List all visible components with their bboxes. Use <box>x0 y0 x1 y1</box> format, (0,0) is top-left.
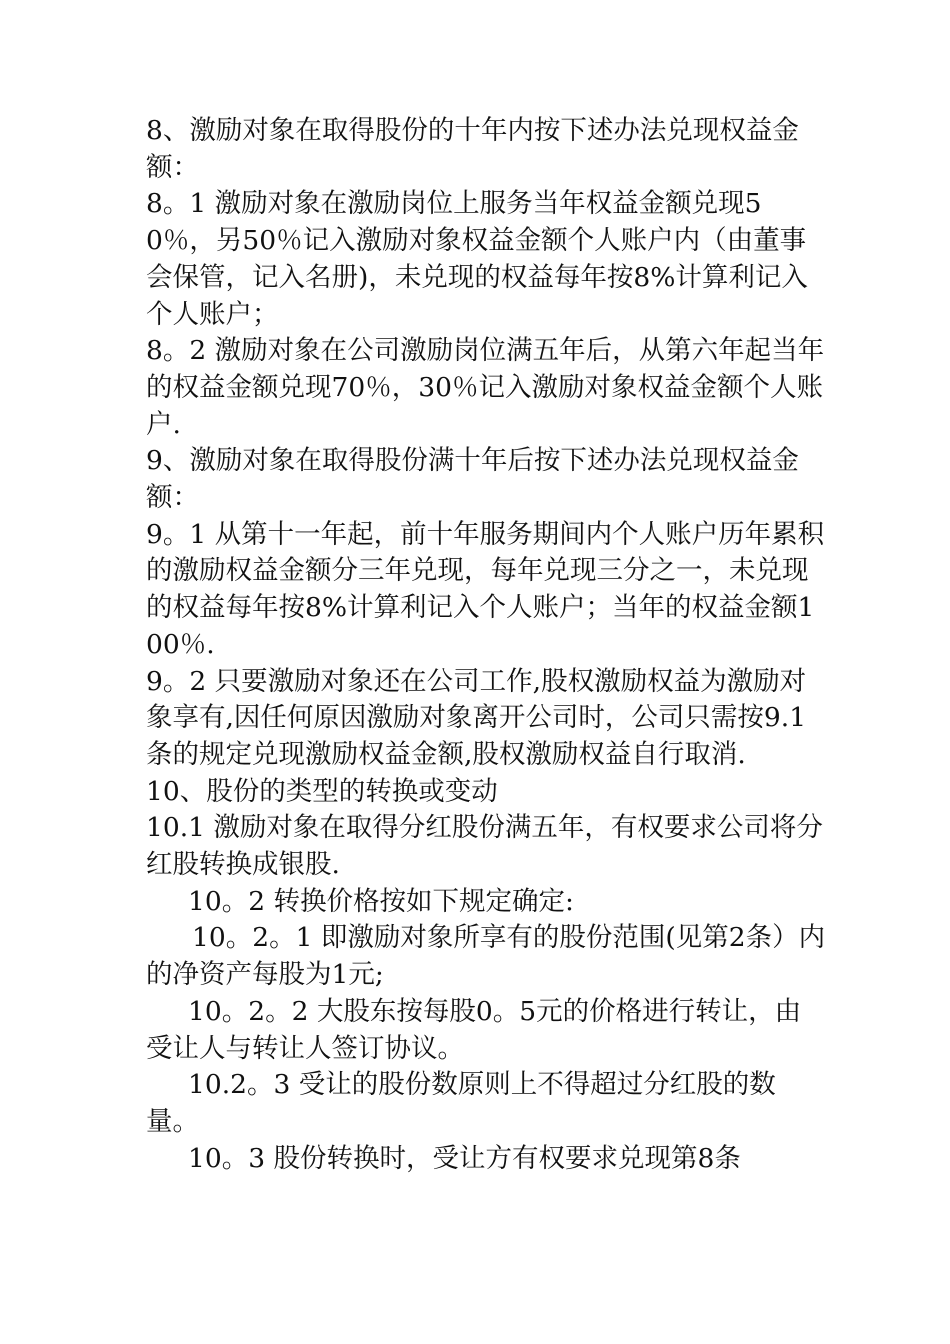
paragraph-10-2-2: 10。2。2 大股东按每股0。5元的价格进行转让，由受让人与转让人签订协议。 <box>146 995 802 1064</box>
paragraph-10-2-3: 10.2。3 受让的股份数原则上不得超过分红股的数量。 <box>146 1069 776 1137</box>
paragraph-8: 8、激励对象在取得股份的十年内按下述办法兑现权益金额： <box>146 115 799 183</box>
paragraph-10-2-1: 10。2。1 即激励对象所享有的股份范围(见第2条）内的净资产每股为1元; <box>146 922 826 991</box>
paragraph-10: 10、股份的类型的转换或变动 <box>146 775 498 807</box>
paragraph-9-2: 9。2 只要激励对象还在公司工作,股权激励权益为激励对象享有,因任何原因激励对象离开公司时，公司只需按9.1条的规定兑现激励权益金额,股权激励权益自行取消. <box>146 665 807 770</box>
paragraph-10-1: 10.1 激励对象在取得分红股份满五年，有权要求公司将分红股转换成银股. <box>146 812 823 881</box>
paragraph-9: 9、激励对象在取得股份满十年后按下述办法兑现权益金额： <box>146 445 799 514</box>
paragraph-8-1: 8。1 激励对象在激励岗位上服务当年权益金额兑现50％，另50％记入激励对象权益金额个人账户内（由董事会保管，记入名册)，未兑现的权益每年按8%计算利记入个人账户； <box>146 188 808 330</box>
document-page <box>146 113 826 1177</box>
paragraph-8-2: 8。2 激励对象在公司激励岗位满五年后，从第六年起当年的权益金额兑现70％，30％记入激励对象权益金额个人账户. <box>146 335 825 440</box>
paragraph-9-1: 9。1 从第十一年起，前十年服务期间内个人账户历年累积的激励权益金额分三年兑现，每年兑现三分之一，未兑现的权益每年按8%计算利记入个人账户；当年的权益金额100％. <box>146 518 825 660</box>
paragraph-10-3: 10。3 股份转换时，受让方有权要求兑现第8条 <box>188 1142 741 1174</box>
paragraph-10-2: 10。2 转换价格按如下规定确定: <box>188 885 574 917</box>
